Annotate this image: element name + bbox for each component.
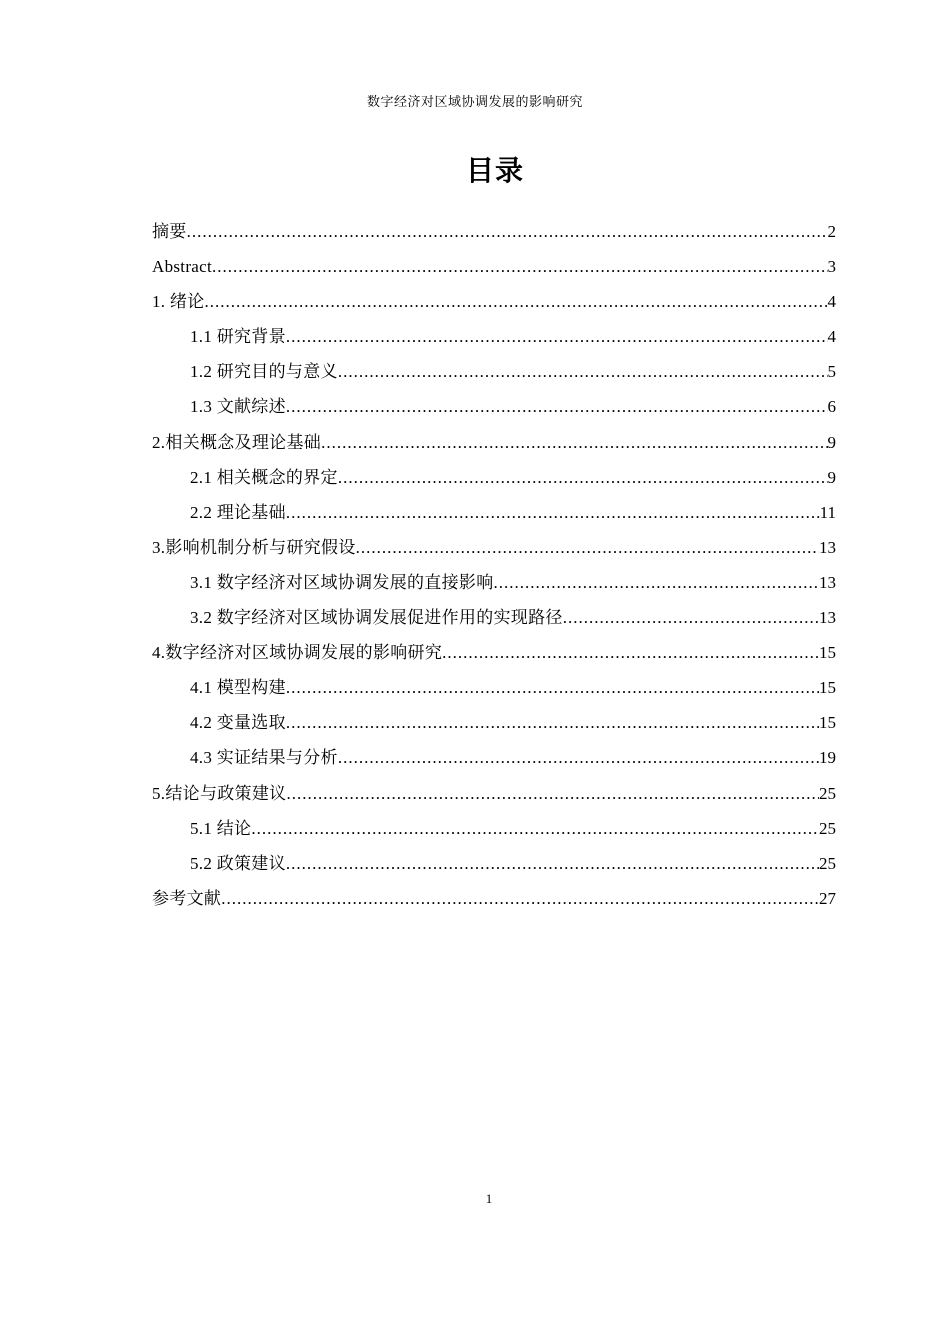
toc-entry-label: 2.相关概念及理论基础 xyxy=(152,432,322,452)
toc-entry[interactable] xyxy=(152,635,836,670)
toc-entry-label: 参考文献 xyxy=(152,888,222,908)
toc-entry[interactable] xyxy=(152,389,836,424)
toc-entry[interactable] xyxy=(152,881,836,916)
toc-entry[interactable] xyxy=(152,425,836,460)
toc-entry-page: 13 xyxy=(819,537,836,557)
toc-leader xyxy=(187,214,828,249)
toc-leader xyxy=(286,389,828,424)
table-of-contents xyxy=(152,214,836,916)
toc-leader xyxy=(286,670,819,705)
toc-entry-label: 4.3 实证结果与分析 xyxy=(190,748,338,768)
toc-leader xyxy=(338,354,828,389)
toc-entry-label: 4.数字经济对区域协调发展的影响研究 xyxy=(152,643,443,663)
toc-entry[interactable] xyxy=(152,740,836,775)
toc-entry-label: 1.1 研究背景 xyxy=(190,327,286,347)
toc-leader xyxy=(286,705,819,740)
toc-title: 目录 xyxy=(465,154,524,187)
toc-entry-page: 25 xyxy=(819,853,836,873)
toc-entry-page: 4 xyxy=(827,292,836,312)
toc-entry-label: 2.2 理论基础 xyxy=(190,502,286,522)
toc-entry[interactable] xyxy=(152,600,836,635)
toc-entry-label: 1.3 文献综述 xyxy=(190,397,286,417)
toc-entry-page: 15 xyxy=(819,713,836,733)
toc-entry-label: 1.2 研究目的与意义 xyxy=(190,362,338,382)
toc-entry-label: 5.2 政策建议 xyxy=(190,853,286,873)
toc-entry-page: 9 xyxy=(827,432,836,452)
toc-entry-page: 15 xyxy=(819,643,836,663)
toc-leader xyxy=(338,740,819,775)
toc-leader xyxy=(321,425,827,460)
toc-entry-page: 27 xyxy=(819,888,836,908)
page-number: 1 xyxy=(485,1191,493,1206)
toc-leader xyxy=(356,530,819,565)
toc-entry-page: 11 xyxy=(819,502,836,522)
toc-entry-label: 5.结论与政策建议 xyxy=(152,783,287,803)
toc-entry-page: 25 xyxy=(819,818,836,838)
toc-entry-label: 4.1 模型构建 xyxy=(190,678,286,698)
toc-leader xyxy=(442,635,819,670)
toc-entry-page: 4 xyxy=(827,327,836,347)
toc-entry-page: 19 xyxy=(819,748,836,768)
running-header: 数字经济对区域协调发展的影响研究 xyxy=(366,94,583,109)
toc-entry[interactable] xyxy=(152,354,836,389)
toc-entry-label: 5.1 结论 xyxy=(190,818,252,838)
toc-entry[interactable] xyxy=(152,670,836,705)
toc-leader xyxy=(494,565,820,600)
toc-entry[interactable] xyxy=(152,705,836,740)
toc-entry-page: 5 xyxy=(827,362,836,382)
toc-entry[interactable] xyxy=(152,460,836,495)
toc-leader xyxy=(205,284,828,319)
toc-entry-page: 13 xyxy=(819,608,836,628)
toc-entry-label: 1. 绪论 xyxy=(152,292,205,312)
toc-entry-page: 6 xyxy=(827,397,836,417)
toc-leader xyxy=(212,249,828,284)
toc-entry[interactable] xyxy=(152,249,836,284)
toc-entry[interactable] xyxy=(152,214,836,249)
toc-entry[interactable] xyxy=(152,565,836,600)
toc-entry[interactable] xyxy=(152,284,836,319)
toc-entry[interactable] xyxy=(152,811,836,846)
toc-entry-page: 2 xyxy=(827,222,836,241)
toc-entry-label: 4.2 变量选取 xyxy=(190,713,286,733)
toc-leader xyxy=(338,460,828,495)
toc-entry-page: 13 xyxy=(819,572,836,592)
toc-leader xyxy=(286,846,819,881)
toc-entry[interactable] xyxy=(152,530,836,565)
toc-leader xyxy=(286,495,820,530)
toc-entry[interactable] xyxy=(152,495,836,530)
toc-leader xyxy=(286,319,828,354)
toc-entry-page: 3 xyxy=(827,257,836,277)
toc-entry-label: 2.1 相关概念的界定 xyxy=(190,467,338,487)
toc-leader xyxy=(251,811,819,846)
toc-entry-label: 3.2 数字经济对区域协调发展促进作用的实现路径 xyxy=(190,608,563,628)
toc-leader xyxy=(286,776,819,811)
toc-entry-page: 9 xyxy=(827,467,836,487)
toc-entry[interactable] xyxy=(152,846,836,881)
toc-entry[interactable] xyxy=(152,776,836,811)
toc-entry-label: 3.1 数字经济对区域协调发展的直接影响 xyxy=(190,572,494,592)
toc-leader xyxy=(563,600,819,635)
toc-entry-page: 15 xyxy=(819,678,836,698)
toc-entry-label: Abstract xyxy=(152,257,212,277)
toc-entry[interactable] xyxy=(152,319,836,354)
toc-entry-page: 25 xyxy=(819,783,836,803)
toc-entry-label: 3.影响机制分析与研究假设 xyxy=(152,537,356,557)
toc-entry-label: 摘要 xyxy=(152,222,187,241)
toc-leader xyxy=(221,881,819,916)
